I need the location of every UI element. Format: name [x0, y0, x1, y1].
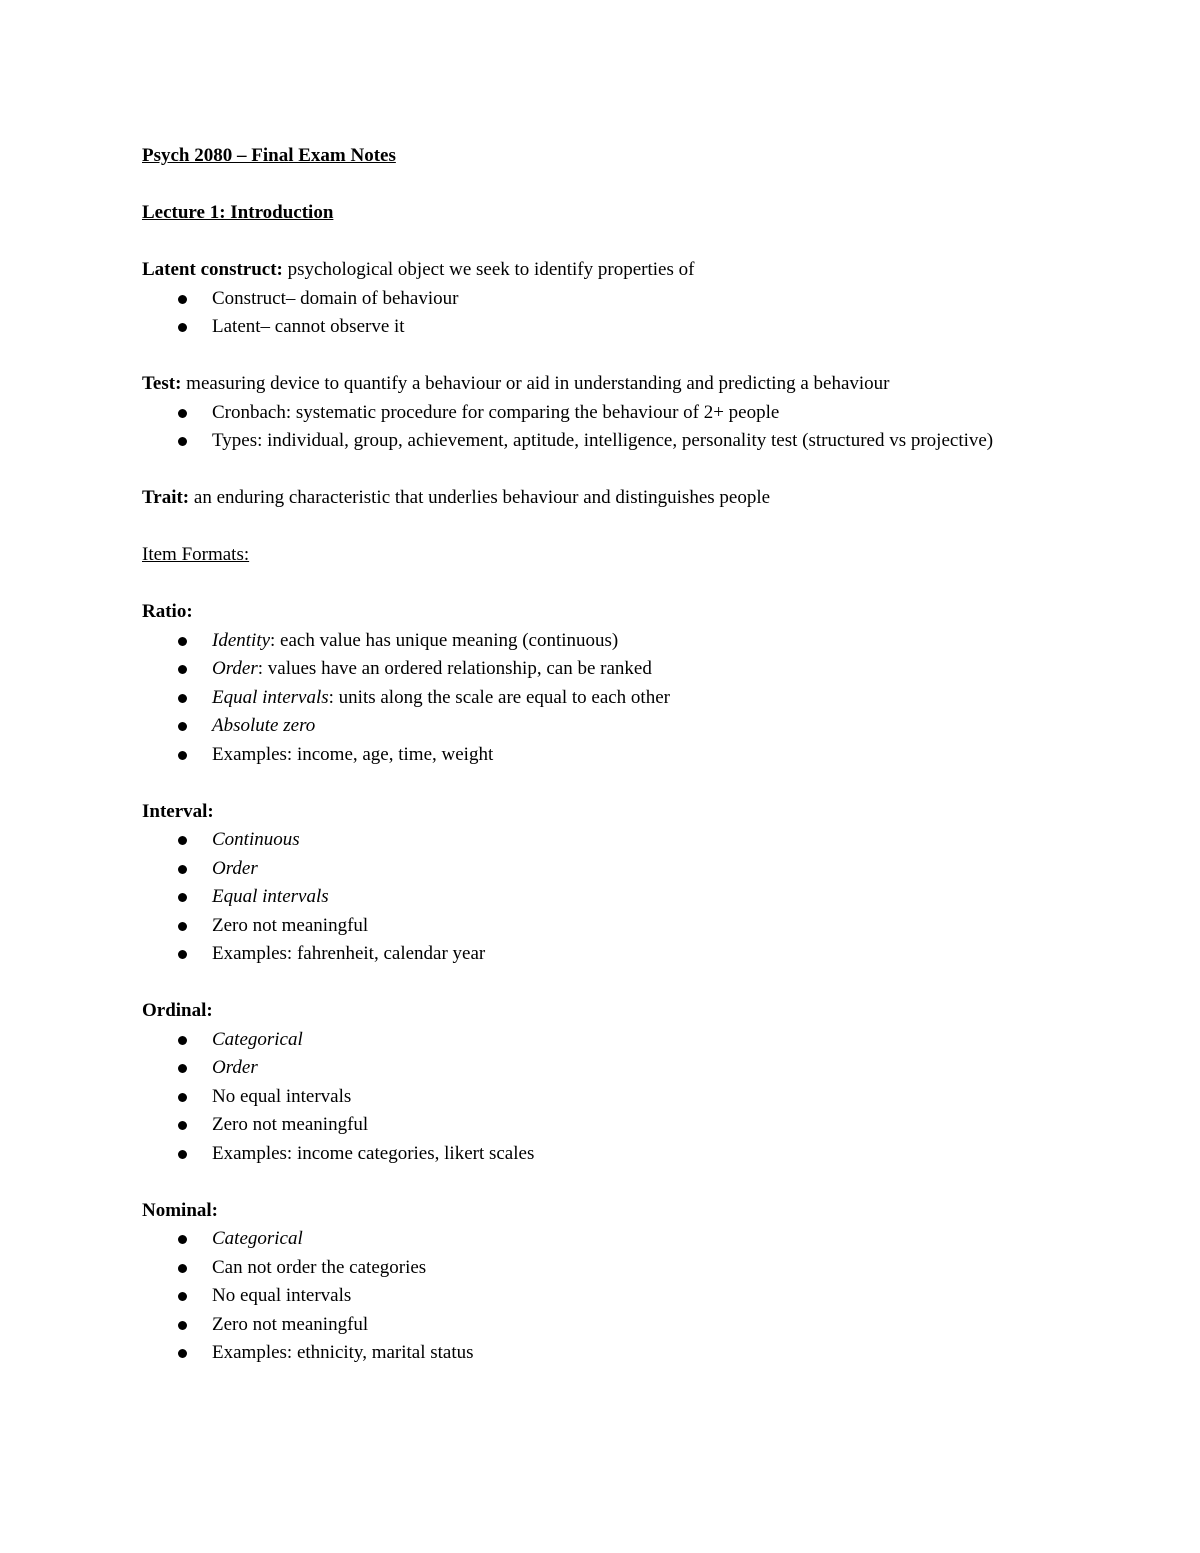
list-item	[142, 285, 1012, 314]
list-item	[142, 741, 1012, 770]
latent-construct-definition	[142, 256, 1042, 285]
bullet-icon	[178, 1349, 187, 1358]
bullet-icon	[178, 751, 187, 760]
list-item	[142, 1254, 1012, 1283]
bullet-icon	[178, 1264, 187, 1273]
list-item-text: : units along the scale are equal to each other	[328, 686, 670, 708]
bullet-icon	[178, 1235, 187, 1244]
bullet-icon	[178, 295, 187, 304]
list-item	[142, 1311, 1012, 1340]
list-item-text: Examples: ethnicity, marital status	[212, 1342, 474, 1363]
list-item	[142, 1111, 1012, 1140]
bullet-icon	[178, 665, 187, 674]
lecture-heading: Lecture 1: Introduction	[142, 202, 334, 223]
list-item	[142, 712, 1012, 741]
spacer	[142, 456, 1042, 485]
spacer	[142, 969, 1042, 998]
bullet-icon	[178, 409, 187, 418]
list-item-italic: Order	[212, 1057, 258, 1078]
list-item-text: Cronbach: systematic procedure for comparing the behaviour of 2+ people	[212, 401, 780, 423]
trait-text: an enduring characteristic that underlies behaviour and distinguishes people	[189, 487, 771, 508]
list-item-italic: Order	[212, 658, 258, 679]
list-item	[142, 883, 1012, 912]
document-title: Psych 2080 – Final Exam Notes	[142, 145, 396, 166]
bullet-icon	[178, 922, 187, 931]
list-item-text: Construct– domain of behaviour	[212, 287, 459, 309]
interval-heading: Interval:	[142, 800, 214, 822]
nominal-heading: Nominal:	[142, 1199, 218, 1221]
bullet-icon	[178, 323, 187, 332]
list-item-text: Zero not meaningful	[212, 914, 369, 936]
bullet-icon	[178, 893, 187, 902]
test-text: measuring device to quantify a behaviour or aid in understanding and predicting a behaviour	[181, 373, 890, 394]
spacer	[142, 513, 1042, 542]
nominal-list	[142, 1225, 1042, 1368]
list-item	[142, 855, 1012, 884]
list-item	[142, 1282, 1012, 1311]
list-item	[142, 1083, 1012, 1112]
list-item-italic: Categorical	[212, 1028, 303, 1050]
list-item-italic: Continuous	[212, 829, 300, 850]
list-item-text: Latent– cannot observe it	[212, 316, 405, 337]
ordinal-list	[142, 1026, 1042, 1169]
spacer	[142, 228, 1042, 257]
test-term: Test:	[142, 373, 182, 394]
list-item-text: No equal intervals	[212, 1085, 352, 1107]
latent-construct-list	[142, 285, 1042, 342]
spacer	[142, 342, 1042, 371]
list-item-text: : values have an ordered relationship, can be ranked	[257, 658, 652, 679]
list-item	[142, 1339, 1012, 1368]
test-list	[142, 399, 1042, 456]
list-item	[142, 1225, 1012, 1254]
list-item-text: Examples: fahrenheit, calendar year	[212, 943, 486, 964]
interval-list	[142, 826, 1042, 969]
bullet-icon	[178, 1064, 187, 1073]
bullet-icon	[178, 1121, 187, 1130]
list-item	[142, 627, 1012, 656]
document-page	[142, 142, 1042, 1368]
list-item	[142, 655, 1012, 684]
spacer	[142, 171, 1042, 200]
trait-definition	[142, 484, 1042, 513]
list-item-text: Types: individual, group, achievement, aptitude, intelligence, personality test (structured vs projective)	[212, 430, 994, 451]
bullet-icon	[178, 637, 187, 646]
test-definition	[142, 370, 1042, 399]
bullet-icon	[178, 437, 187, 446]
list-item-italic: Equal intervals	[212, 686, 329, 708]
list-item-text: Zero not meaningful	[212, 1114, 369, 1135]
ratio-heading: Ratio:	[142, 601, 193, 622]
bullet-icon	[178, 1292, 187, 1301]
list-item	[142, 313, 1012, 342]
list-item-text: Examples: income, age, time, weight	[212, 743, 494, 765]
list-item-text: Can not order the categories	[212, 1256, 427, 1278]
bullet-icon	[178, 836, 187, 845]
list-item-italic: Identity	[212, 629, 271, 651]
list-item	[142, 1054, 1012, 1083]
bullet-icon	[178, 1150, 187, 1159]
ratio-list	[142, 627, 1042, 770]
list-item-text: Zero not meaningful	[212, 1313, 369, 1335]
spacer	[142, 570, 1042, 599]
list-item-text: Examples: income categories, likert scales	[212, 1142, 535, 1164]
list-item-italic: Order	[212, 857, 258, 879]
latent-construct-text: psychological object we seek to identify properties of	[282, 259, 695, 280]
spacer	[142, 769, 1042, 798]
bullet-icon	[178, 1321, 187, 1330]
bullet-icon	[178, 865, 187, 874]
spacer	[142, 1168, 1042, 1197]
list-item	[142, 826, 1012, 855]
trait-term: Trait:	[142, 487, 190, 508]
list-item	[142, 940, 1012, 969]
list-item-italic: Absolute zero	[212, 715, 316, 736]
list-item-italic: Equal intervals	[212, 886, 329, 907]
list-item	[142, 399, 1012, 428]
bullet-icon	[178, 950, 187, 959]
ordinal-heading: Ordinal:	[142, 1000, 213, 1021]
item-formats-label: Item Formats:	[142, 544, 250, 565]
list-item	[142, 1140, 1012, 1169]
list-item-text: : each value has unique meaning (continuous)	[270, 629, 619, 651]
latent-construct-term: Latent construct:	[142, 259, 283, 280]
bullet-icon	[178, 1036, 187, 1045]
bullet-icon	[178, 722, 187, 731]
bullet-icon	[178, 1093, 187, 1102]
list-item	[142, 912, 1012, 941]
list-item	[142, 684, 1012, 713]
list-item-text: No equal intervals	[212, 1285, 352, 1306]
list-item	[142, 427, 1012, 456]
bullet-icon	[178, 694, 187, 703]
list-item	[142, 1026, 1012, 1055]
list-item-italic: Categorical	[212, 1228, 303, 1249]
